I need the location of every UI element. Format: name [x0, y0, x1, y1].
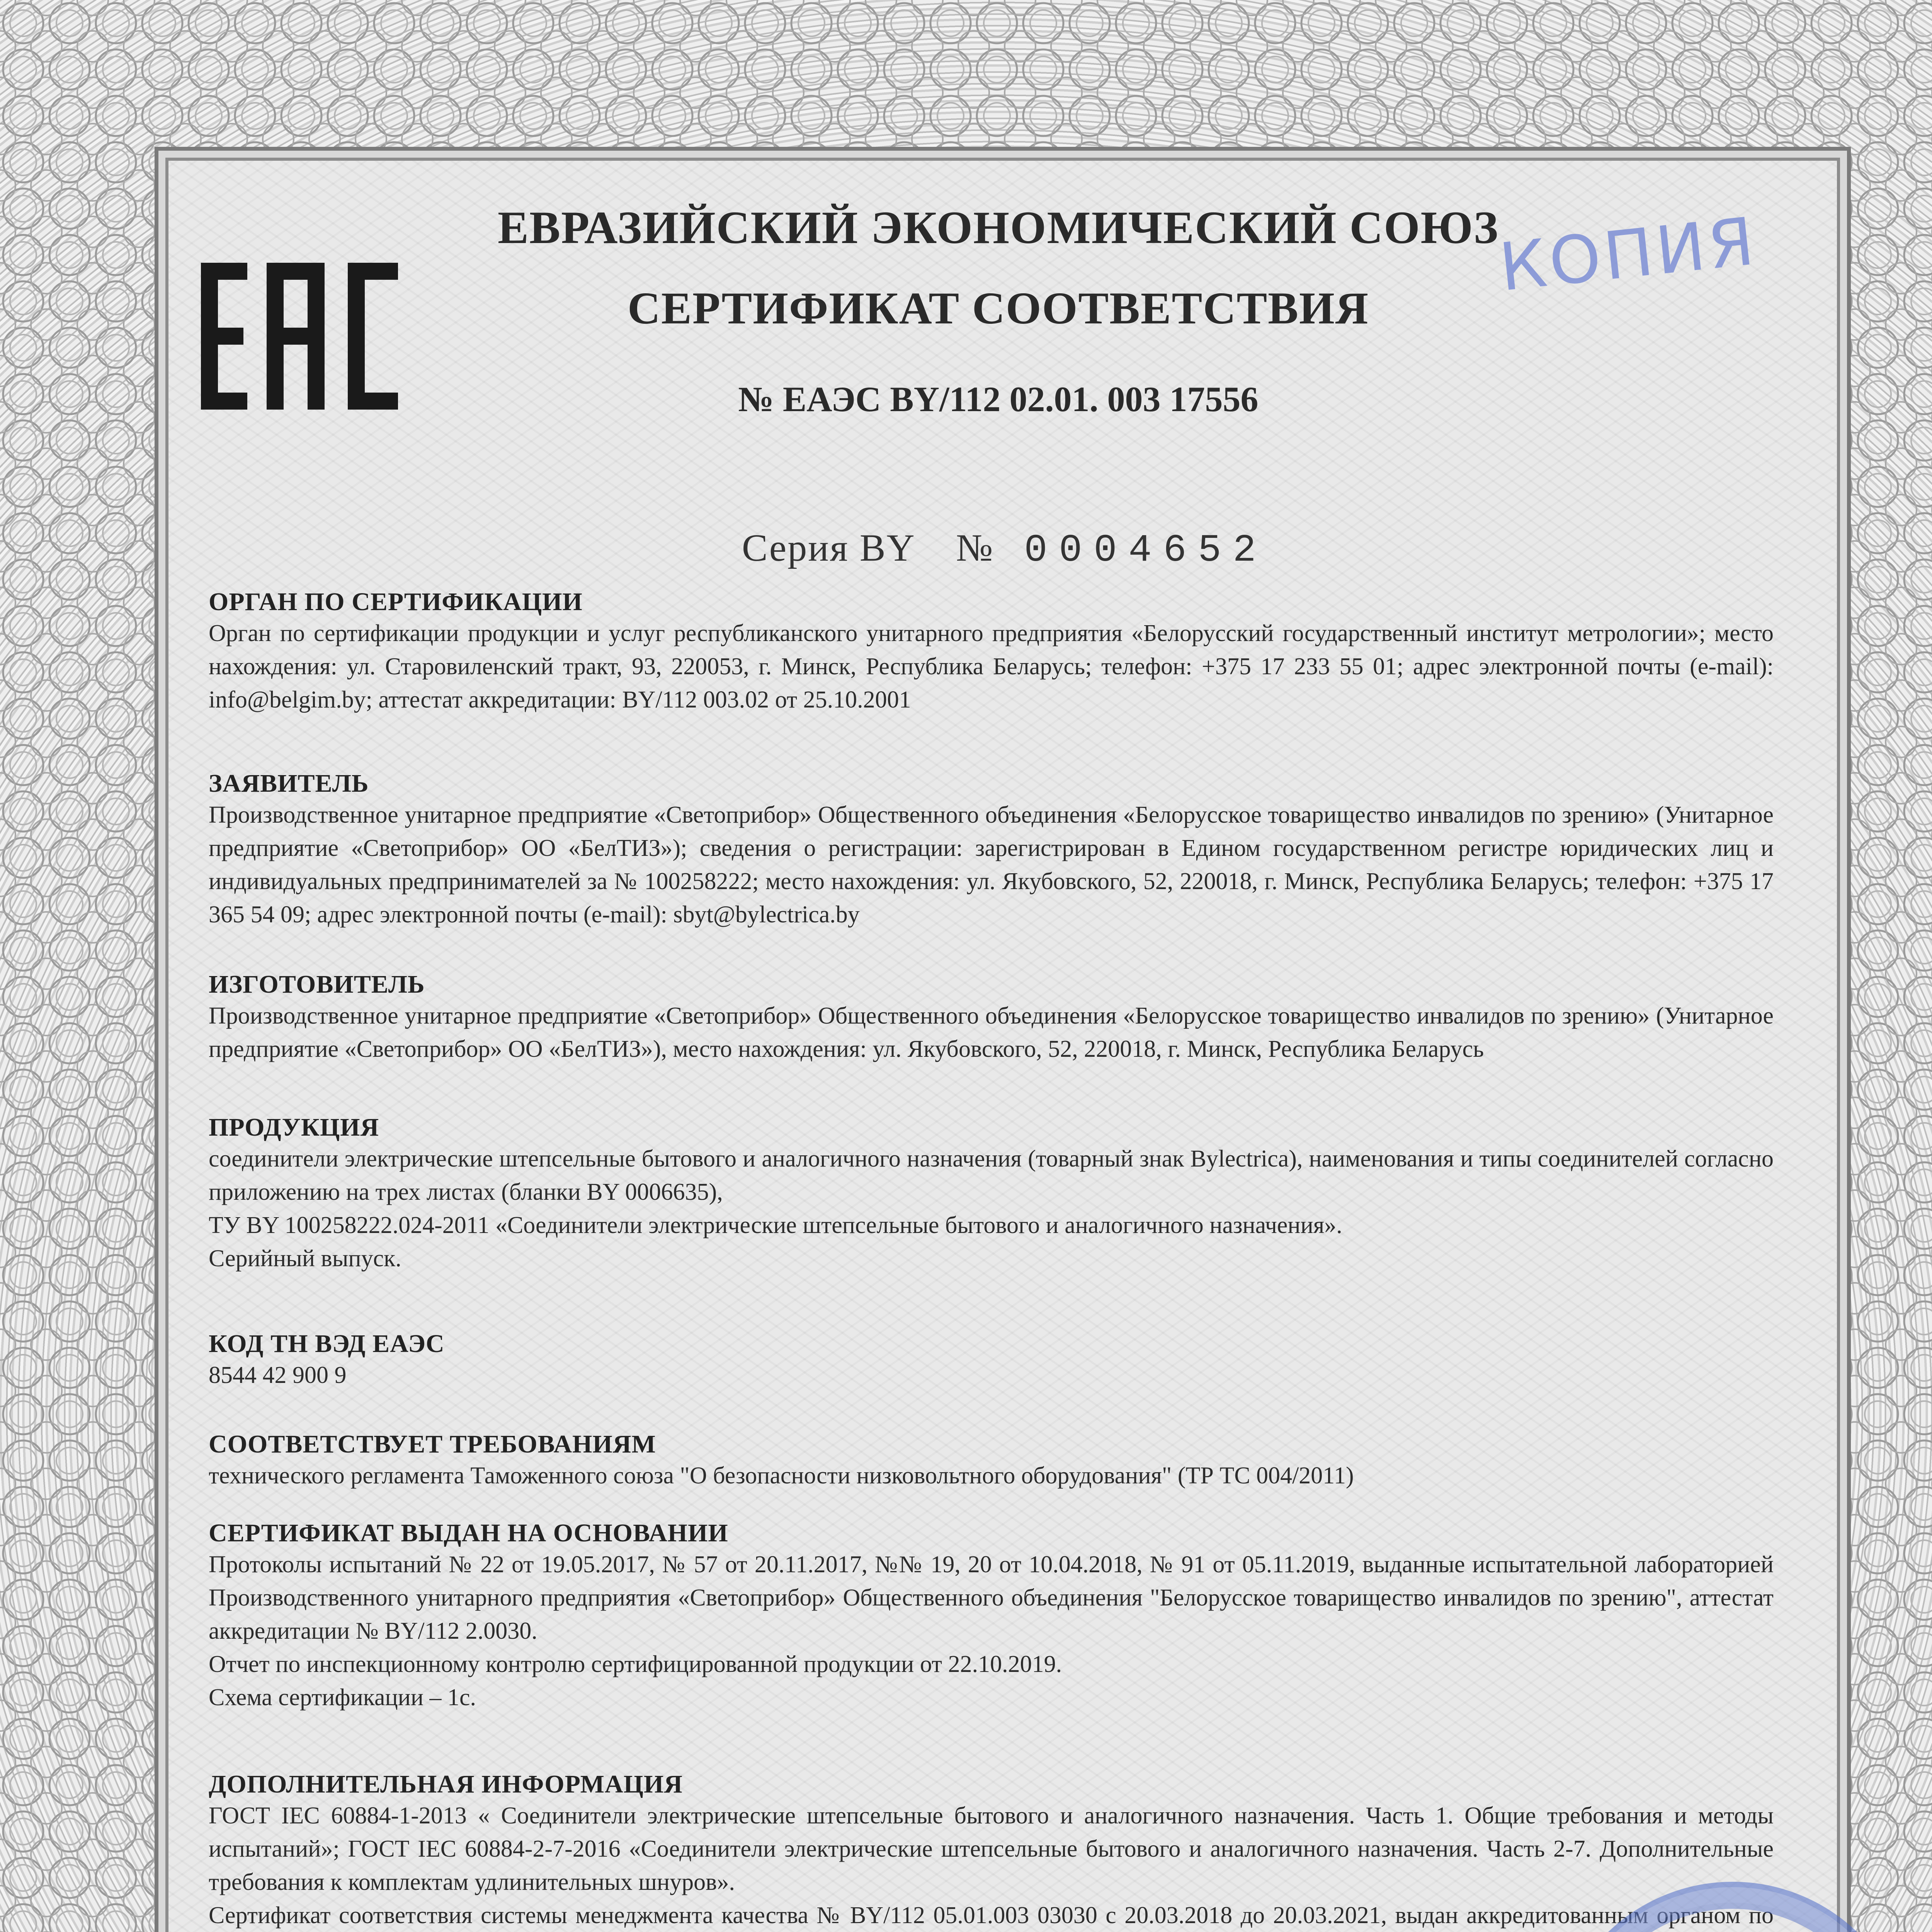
section-text: Производственное унитарное предприятие «Светоприбор» Общественного объединения «Белорусское товарищество инвалидов по зрению» (Унитарное предприятие «Светоприбор» ОО «БелТИЗ»), место нахождения: ул. Якубовского, 52, 220018, г. Минск, Республика Беларусь [209, 1003, 1774, 1062]
section-text: Схема сертификации – 1с. [209, 1684, 476, 1711]
section-heading: СООТВЕТСТВУЕТ ТРЕБОВАНИЯМ [209, 1430, 656, 1458]
section-tn-ved-code [209, 1329, 1774, 1392]
section-heading: СЕРТИФИКАТ ВЫДАН НА ОСНОВАНИИ [209, 1519, 728, 1547]
copy-stamp: КОПИЯ [1496, 203, 1761, 306]
section-text: Сертификат соответствия системы менеджмента качества № BY/112 05.01.003 03030 с 20.03.2018 до 20.03.2021, выдан аккредитованным органом по [209, 1902, 1774, 1929]
section-additional-info [209, 1770, 1774, 1932]
section-heading: ПРОДУКЦИЯ [209, 1113, 379, 1141]
section-text: ТУ BY 100258222.024-2011 «Соединители электрические штепсельные бытового и аналогичного назначения». [209, 1212, 1342, 1238]
series-number: 0004652 [1024, 529, 1268, 573]
section-applicant [209, 769, 1774, 931]
section-heading: КОД ТН ВЭД ЕАЭС [209, 1330, 445, 1358]
series-label: Серия BY [742, 526, 915, 569]
section-heading: ИЗГОТОВИТЕЛЬ [209, 970, 425, 998]
section-text: Отчет по инспекционному контролю сертифицированной продукции от 22.10.2019. [209, 1651, 1062, 1677]
certificate-number: № ЕАЭС BY/112 02.01. 003 17556 [738, 379, 1259, 419]
section-text: Производственное унитарное предприятие «Светоприбор» Общественного объединения «Белорусское товарищество инвалидов по зрению» (Унитарное предприятие «Светоприбор» ОО «БелТИЗ»); сведения о регистрации: зарегистрирован в Едином государственном регистре юридических лиц и индивидуальных предпринимателей за № 100258222; место нахождения: ул. Якубовского, 52, 220018, г. Минск, Республика Беларусь; телефон: +375 17 365 54 09; адрес электронной почты (e-mail): sbyt@bylectrica.by [209, 802, 1774, 928]
section-certification-body [209, 587, 1774, 716]
section-heading: ЗАЯВИТЕЛЬ [209, 769, 369, 798]
section-product [209, 1113, 1774, 1275]
section-text: ГОСТ IEC 60884-1-2013 « Соединители электрические штепсельные бытового и аналогичного назначения. Часть 1. Общие требования и методы испытаний»; ГОСТ IEC 60884-2-7-2016 «Соединители электрические штепсельные бытового и аналогичного назначения. Часть 2-7. Дополнительные требования к комплектам удлинительных шнуров». [209, 1803, 1774, 1895]
series-number-sign: № [956, 526, 994, 569]
section-text: Орган по сертификации продукции и услуг республиканского унитарного предприятия «Белорусский государственный институт метрологии»; место нахождения: ул. Старовиленский тракт, 93, 220053, г. Минск, Республика Беларусь; телефон: +375 17 233 55 01; адрес электронной почты (e-mail): info@belgim.by; аттестат аккредитации: BY/112 003.02 от 25.10.2001 [209, 620, 1774, 713]
section-text: соединители электрические штепсельные бытового и аналогичного назначения (товарный знак Bylectrica), наименования и типы соединителей согласно приложению на трех листах (бланки BY 0006635), [209, 1146, 1774, 1205]
section-heading: ОРГАН ПО СЕРТИФИКАЦИИ [209, 588, 583, 616]
union-title: ЕВРАЗИЙСКИЙ ЭКОНОМИЧЕСКИЙ СОЮЗ [497, 202, 1499, 253]
section-text: Протоколы испытаний № 22 от 19.05.2017, № 57 от 20.11.2017, №№ 19, 20 от 10.04.2018, № 91 от 05.11.2019, выданные испытательной лабораторией Производственного унитарного предприятия «Светоприбор» Общественного объединения "Белорусское товарищество инвалидов по зрению", аттестат аккредитации № BY/112 2.0030. [209, 1551, 1774, 1644]
section-requirements [209, 1430, 1774, 1492]
section-text: технического регламента Таможенного союза "О безопасности низковольтного оборудования" (ТР ТС 004/2011) [209, 1463, 1354, 1489]
section-text: 8544 42 900 9 [209, 1362, 347, 1388]
section-manufacturer [209, 970, 1774, 1066]
series-line [742, 526, 1268, 573]
section-text: Серийный выпуск. [209, 1245, 401, 1272]
section-heading: ДОПОЛНИТЕЛЬНАЯ ИНФОРМАЦИЯ [209, 1770, 683, 1798]
section-basis [209, 1519, 1774, 1714]
certificate-title: СЕРТИФИКАТ СООТВЕТСТВИЯ [628, 283, 1369, 333]
